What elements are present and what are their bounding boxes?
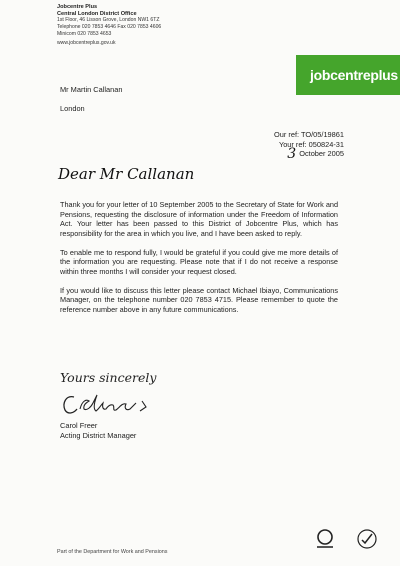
letter-body xyxy=(60,200,338,324)
recipient-city: London xyxy=(60,104,85,113)
office-district: Central London District Office xyxy=(57,10,137,17)
our-ref: Our ref: TO/05/19861 xyxy=(274,130,344,139)
signer-title: Acting District Manager xyxy=(60,431,137,440)
jobcentreplus-logo: jobcentreplus xyxy=(296,55,400,95)
your-ref: Your ref: 050824-31 xyxy=(278,139,344,149)
handwritten-greeting: Dear Mr Callanan xyxy=(58,165,195,183)
recipient-block xyxy=(60,85,122,114)
signer-name: Carol Freer xyxy=(60,421,98,430)
positive-about-disabled-people-icon xyxy=(356,527,378,551)
office-address: 1st Floor, 46 Lisson Grove, London NW1 6TZ xyxy=(57,17,160,24)
reference-block xyxy=(274,130,344,163)
date-month-year: October 2005 xyxy=(299,149,344,159)
body-paragraph-3: If you would like to discuss this letter please contact Michael Ibiayo, Communications Manager, on the telephone number 020 7853 4715. Please remember to quote the reference number above in any future communications. xyxy=(60,285,338,314)
office-org: Jobcentre Plus xyxy=(57,4,98,10)
footer-department: Part of the Department for Work and Pensions xyxy=(57,549,168,555)
investors-in-people-icon xyxy=(314,527,336,551)
letter-date xyxy=(274,146,344,163)
signer-block xyxy=(60,421,136,441)
office-minicom: Minicom 020 7853 4653 xyxy=(57,30,112,37)
handwritten-closing: Yours sincerely xyxy=(60,370,157,385)
recipient-name: Mr Martin Callanan xyxy=(60,85,123,94)
body-paragraph-2: To enable me to respond fully, I would be grateful if you could give me more details of the information you are requesting. Please note that if I do not receive a response within three months I will consider your request closed. xyxy=(60,247,338,276)
office-telephone: Telephone 020 7853 4646 Fax 020 7853 4606 xyxy=(57,24,162,31)
office-address-block xyxy=(57,4,237,46)
date-day-handwritten: 3 xyxy=(287,146,297,163)
body-paragraph-1: Thank you for your letter of 10 September 2005 to the Secretary of State for Work and Pensions, requesting the disclosure of information under the Freedom of Information Act. Your letter has been passed to this District of Jobcentre Plus, which has responsibility for the area in which you live, and I have been asked to reply. xyxy=(60,200,338,238)
office-website: www.jobcentreplus.gov.uk xyxy=(57,39,116,46)
signature xyxy=(60,391,190,417)
